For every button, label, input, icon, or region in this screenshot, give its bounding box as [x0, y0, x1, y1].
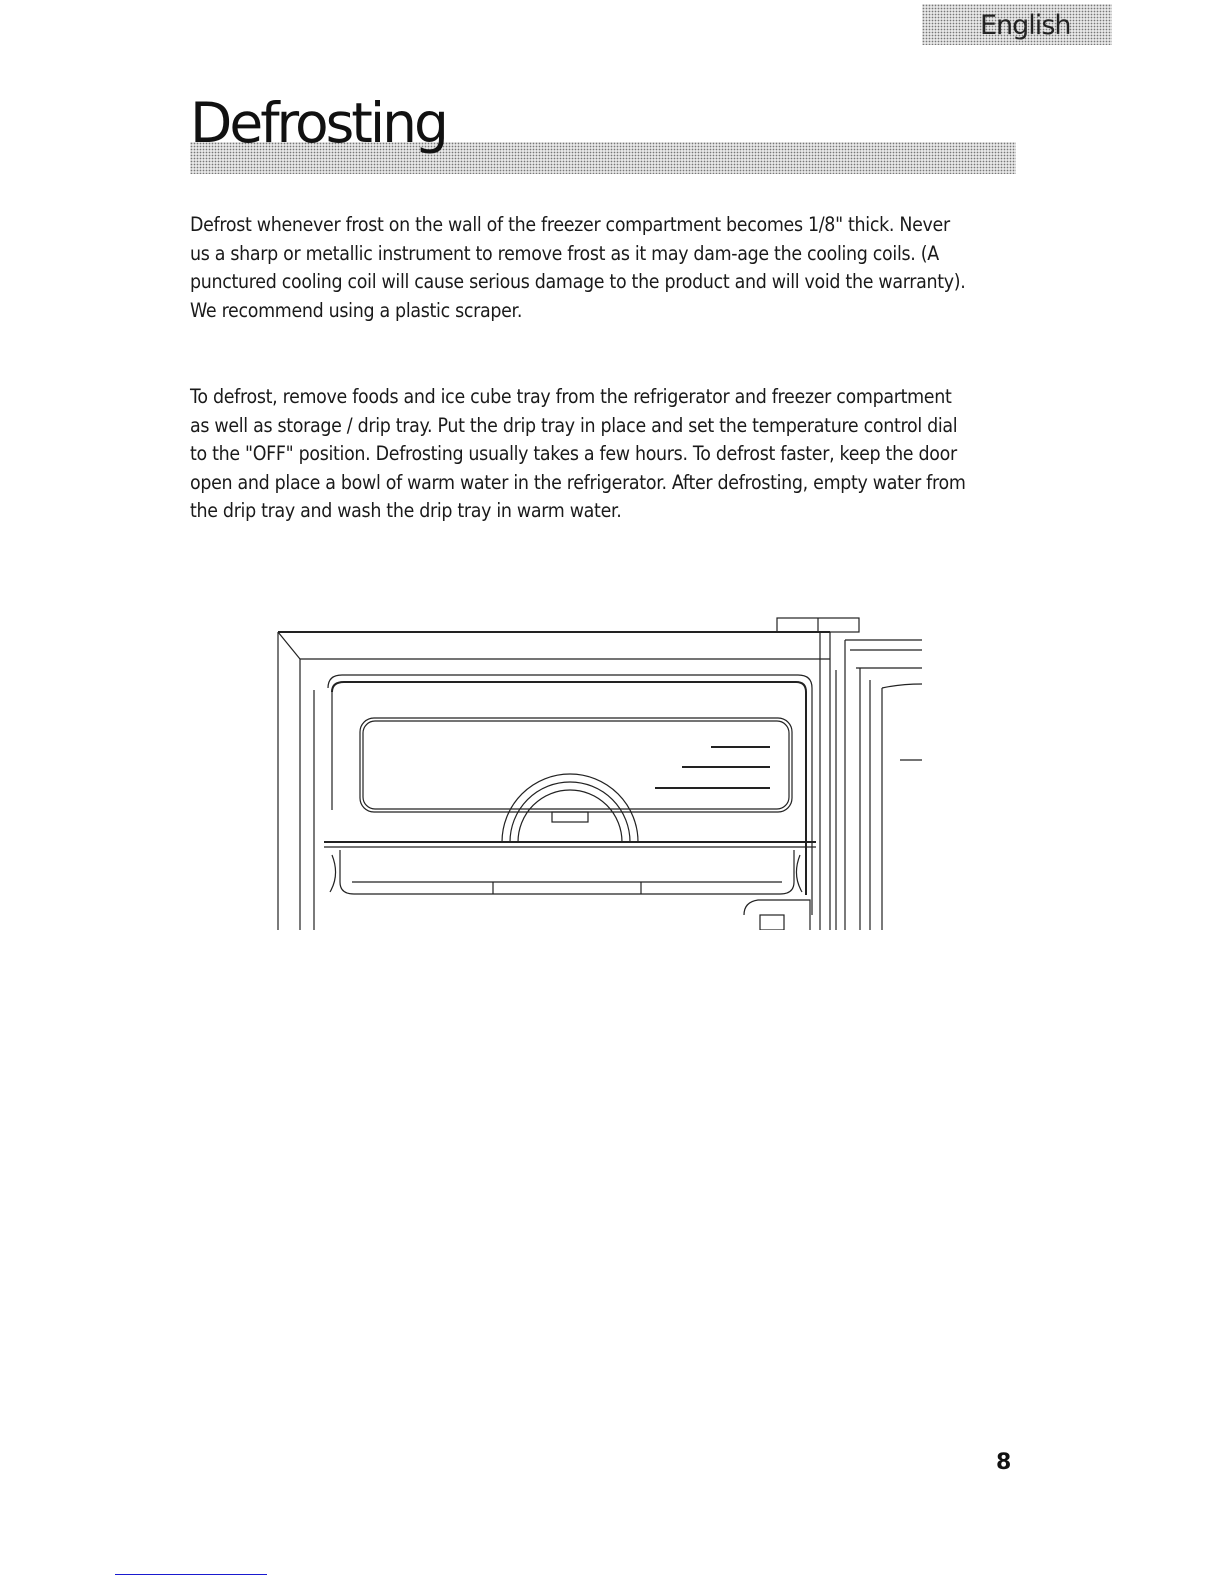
language-label: English — [980, 10, 1071, 41]
paragraph-defrost-steps: To defrost, remove foods and ice cube tray from the refrigerator and freezer compartment as well as storage / drip tray. Put the drip tray in place and set the temperature control dial to the "OFF" position. Defrosting usually takes a few hours. To defrost faster, keep the door open and place a bowl of warm water in the refrigerator. After defrosting, empty water from the drip tray and wash the drip tray in warm water. — [190, 385, 966, 523]
freezer-door — [314, 670, 870, 930]
footer-rule — [115, 1574, 267, 1575]
cabinet-outline — [278, 632, 830, 930]
door-handle-arc — [502, 774, 638, 842]
page-title: Defrosting — [190, 91, 446, 155]
page-number: 8 — [996, 1450, 1012, 1475]
refrigerator-illustration — [270, 610, 922, 930]
thermostat-housing — [744, 900, 810, 930]
refrigerator-door-edge — [845, 640, 922, 930]
drip-tray — [324, 842, 816, 894]
hinge — [777, 618, 859, 632]
label-panel — [360, 718, 792, 812]
paragraph-frost-warning: Defrost whenever frost on the wall of the freezer compartment becomes 1/8" thick. Never us a sharp or metallic instrument to remove frost as it may dam-age the cooling coils. (A punctured cooling coil will cause serious damage to the product and will void the warranty). We recommend using a plastic scraper. — [190, 213, 966, 322]
language-tab — [922, 4, 1112, 45]
